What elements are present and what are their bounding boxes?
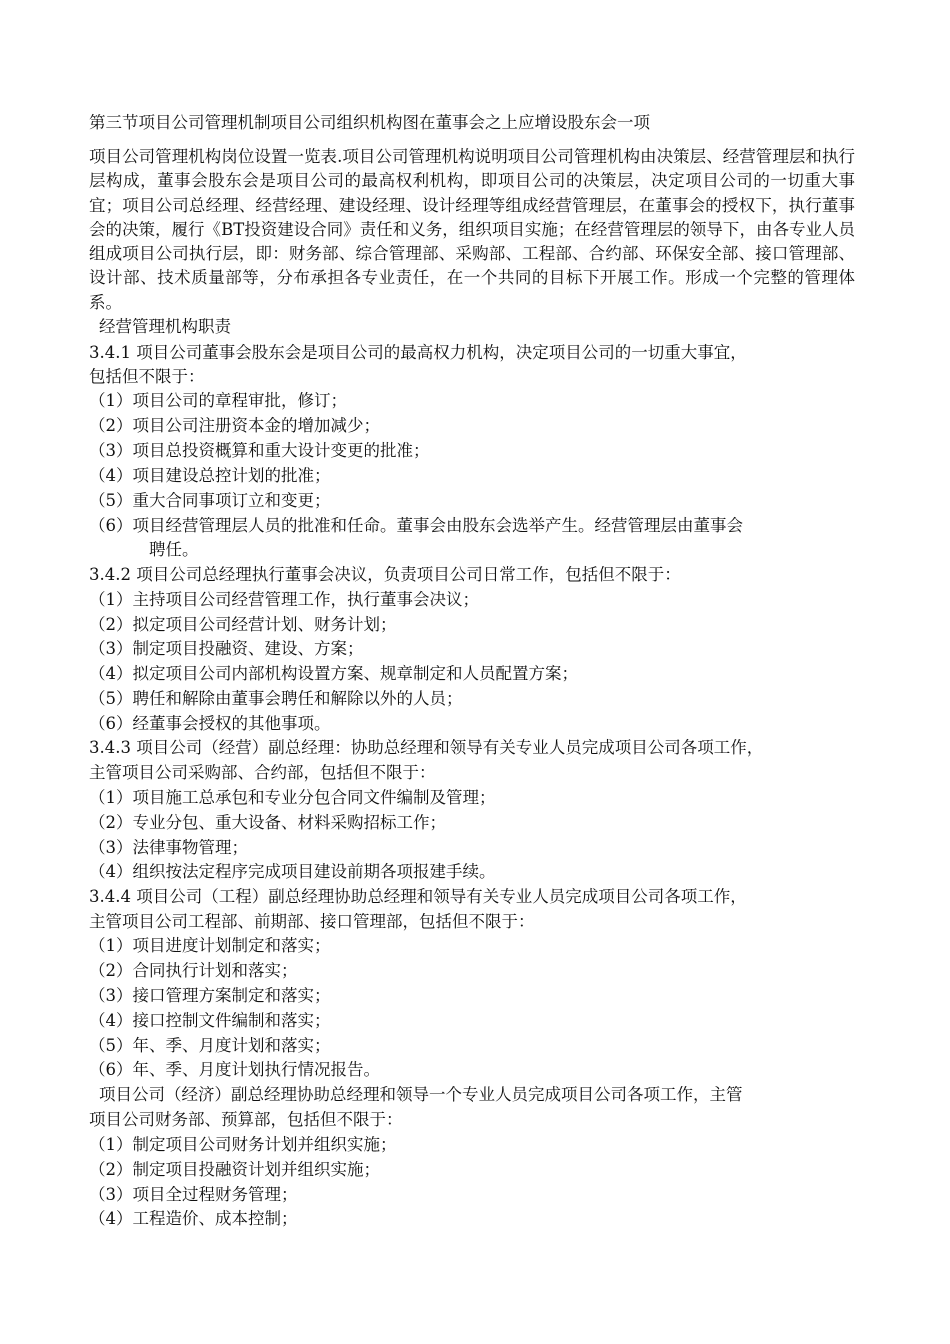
list-item: （1）项目施工总承包和专业分包合同文件编制及管理； bbox=[89, 788, 496, 807]
list-item: （6）经董事会授权的其他事项。 bbox=[89, 714, 331, 733]
list-item: （4）项目建设总控计划的批准； bbox=[89, 466, 331, 485]
section-heading: 经营管理机构职责 bbox=[99, 317, 231, 336]
list-item: （3）法律事物管理； bbox=[89, 838, 248, 857]
text-line: 主管项目公司采购部、合约部，包括但不限于： bbox=[89, 763, 436, 782]
text-line: 3.4.3 项目公司（经营）副总经理：协助总经理和领导有关专业人员完成项目公司各项工作， bbox=[89, 738, 764, 757]
list-item: （4）组织按法定程序完成项目建设前期各项报建手续。 bbox=[89, 862, 496, 881]
list-item: （1）项目进度计划制定和落实； bbox=[89, 936, 331, 955]
list-item: （5）年、季、月度计划和落实； bbox=[89, 1036, 331, 1055]
text-line: 3.4.2 项目公司总经理执行董事会决议，负责项目公司日常工作，包括但不限于： bbox=[89, 565, 681, 584]
list-item: （1）项目公司的章程审批，修订； bbox=[89, 391, 347, 410]
list-item: （3）接口管理方案制定和落实； bbox=[89, 986, 331, 1005]
list-item: （2）专业分包、重大设备、材料采购招标工作； bbox=[89, 813, 446, 832]
section-title: 第三节项目公司管理机制项目公司组织机构图在董事会之上应增设股东会一项 bbox=[89, 113, 650, 132]
list-item: （2）项目公司注册资本金的增加减少； bbox=[89, 416, 380, 435]
list-item: （3）项目全过程财务管理； bbox=[89, 1185, 298, 1204]
list-item: （2）制定项目投融资计划并组织实施； bbox=[89, 1160, 380, 1179]
list-item: （2）合同执行计划和落实； bbox=[89, 961, 298, 980]
list-item: （2）拟定项目公司经营计划、财务计划； bbox=[89, 615, 397, 634]
list-item: （1）制定项目公司财务计划并组织实施； bbox=[89, 1135, 397, 1154]
list-item-continuation: 聘任。 bbox=[149, 540, 199, 559]
intro-paragraph: 项目公司管理机构岗位设置一览表.项目公司管理机构说明项目公司管理机构由决策层、经营管理层和执行层构成，董事会股东会是项目公司的最高权利机构，即项目公司的决策层，决定项目公司的一切重大事宜；项目公司总经理、经营经理、建设经理、设计经理等组成经营管理层，在董事会的授权下，执行董事会的决策，履行《BT投资建设合同》责任和义务，组织项目实施；在经营管理层的领导下，由各专业人员组成项目公司执行层，即：财务部、综合管理部、采购部、工程部、合约部、环保安全部、接口管理部、设计部、技术质量部等，分布承担各专业责任，在一个共同的目标下开展工作。形成一个完整的管理体系。 bbox=[89, 147, 855, 312]
text-line: 项目公司（经济）副总经理协助总经理和领导一个专业人员完成项目公司各项工作，主管 bbox=[99, 1085, 743, 1104]
text-line: 3.4.4 项目公司（工程）副总经理协助总经理和领导有关专业人员完成项目公司各项工作， bbox=[89, 887, 747, 906]
list-item: （4）接口控制文件编制和落实； bbox=[89, 1011, 331, 1030]
list-item: （5）聘任和解除由董事会聘任和解除以外的人员； bbox=[89, 689, 463, 708]
list-item: （5）重大合同事项订立和变更； bbox=[89, 491, 331, 510]
text-line: 3.4.1 项目公司董事会股东会是项目公司的最高权力机构，决定项目公司的一切重大事宜， bbox=[89, 343, 747, 362]
list-item: （3）项目总投资概算和重大设计变更的批准； bbox=[89, 441, 430, 460]
list-item: （1）主持项目公司经营管理工作，执行董事会决议； bbox=[89, 590, 479, 609]
list-item: （4）工程造价、成本控制； bbox=[89, 1209, 298, 1228]
text-line: 项目公司财务部、预算部，包括但不限于： bbox=[89, 1110, 403, 1129]
text-line: 包括但不限于： bbox=[89, 367, 205, 386]
list-item: （3）制定项目投融资、建设、方案； bbox=[89, 639, 364, 658]
list-item: （4）拟定项目公司内部机构设置方案、规章制定和人员配置方案； bbox=[89, 664, 578, 683]
list-item: （6）项目经营管理层人员的批准和任命。董事会由股东会选举产生。经营管理层由董事会 bbox=[89, 516, 743, 535]
text-line: 主管项目公司工程部、前期部、接口管理部，包括但不限于： bbox=[89, 912, 535, 931]
list-item: （6）年、季、月度计划执行情况报告。 bbox=[89, 1060, 380, 1079]
